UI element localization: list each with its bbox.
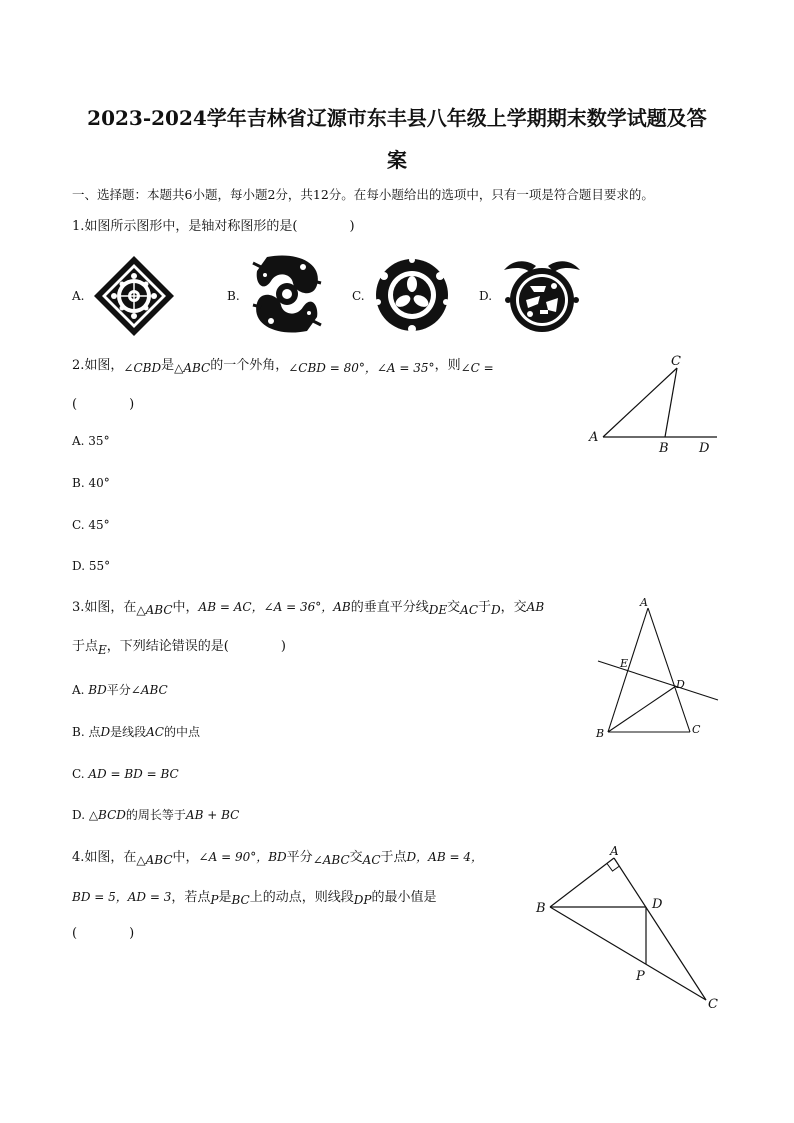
q2-figure	[585, 352, 725, 462]
q3-label-d: D	[676, 678, 685, 691]
q2-option-a: A. 35°	[72, 434, 110, 448]
q3-label-a: A	[640, 596, 648, 609]
q1-option-a: A.	[72, 289, 85, 303]
q3-stem: 3.如图，在△ABC中，AB = AC，∠A = 36°，AB的垂直平分线DE交AC于D，交AB	[72, 600, 545, 617]
q1-figure-d	[500, 256, 584, 334]
q4-label-p: P	[636, 969, 645, 984]
q1-option-d: D.	[479, 289, 493, 303]
q4-line-ac	[614, 858, 706, 1000]
q2-line-bc	[665, 368, 677, 437]
q1-option-c: C.	[352, 289, 365, 303]
q1-figure-a	[94, 256, 174, 336]
q3-label-e: E	[620, 657, 629, 670]
q3-option-d: D. △BCD的周长等于AB + BC	[72, 808, 240, 822]
q4-label-a: A	[610, 844, 619, 858]
q4-stem: 4.如图，在△ABC中，∠A = 90°，BD平分∠ABC交AC于点D，AB = 4，	[72, 850, 483, 867]
q4-label-c: C	[708, 997, 718, 1012]
q2-option-b: B. 40°	[72, 476, 110, 490]
q1-figure-b	[247, 253, 327, 335]
q1-option-b: B.	[227, 289, 240, 303]
q2-option-c: C. 45°	[72, 518, 110, 532]
q4-blank: ( )	[72, 926, 135, 941]
q3-line-ab	[608, 608, 648, 732]
q2-label-a: A	[589, 430, 599, 445]
q2-label-b: B	[659, 441, 669, 456]
q3-option-c: C. AD = BD = BC	[72, 767, 179, 781]
q2-label-c: C	[671, 354, 681, 369]
q2-stem: 2.如图，∠CBD是△ABC的一个外角，∠CBD = 80°，∠A = 35°，则∠C =	[72, 358, 494, 375]
q2-label-d: D	[699, 441, 710, 456]
q4-figure	[532, 840, 732, 1020]
q2-line-ac	[603, 368, 677, 437]
q3-option-a: A. BD平分∠ABC	[72, 683, 168, 697]
q1-figure-c	[372, 256, 452, 334]
q3-figure	[594, 594, 724, 744]
section-heading: 一、选择题：本题共6小题，每小题2分，共12分。在每小题给出的选项中，只有一项是符合题目要求的。	[72, 187, 654, 202]
q1-stem: 1.如图所示图形中，是轴对称图形的是( )	[72, 219, 355, 234]
q3-label-b: B	[596, 727, 605, 740]
page-title-line2: 案	[387, 148, 407, 172]
q2-blank: ( )	[72, 397, 135, 412]
q4-line-ab	[550, 858, 614, 907]
q3-label-c: C	[692, 723, 701, 736]
page-title-line1: 2023-2024学年吉林省辽源市东丰县八年级上学期期末数学试题及答	[87, 106, 707, 130]
q3-stem-line2: 于点E，下列结论错误的是( )	[72, 639, 286, 657]
q3-perp-bisector	[598, 661, 718, 700]
q4-label-b: B	[536, 901, 546, 916]
q3-line-ac	[648, 608, 690, 732]
q2-option-d: D. 55°	[72, 559, 111, 573]
q3-line-bd	[608, 686, 676, 732]
q3-option-b: B. 点D是线段AC的中点	[72, 725, 200, 739]
q4-line-bc	[550, 907, 706, 1000]
q4-label-d: D	[652, 897, 663, 912]
q4-stem-line2: BD = 5，AD = 3，若点P是BC上的动点，则线段DP的最小值是	[72, 890, 437, 907]
